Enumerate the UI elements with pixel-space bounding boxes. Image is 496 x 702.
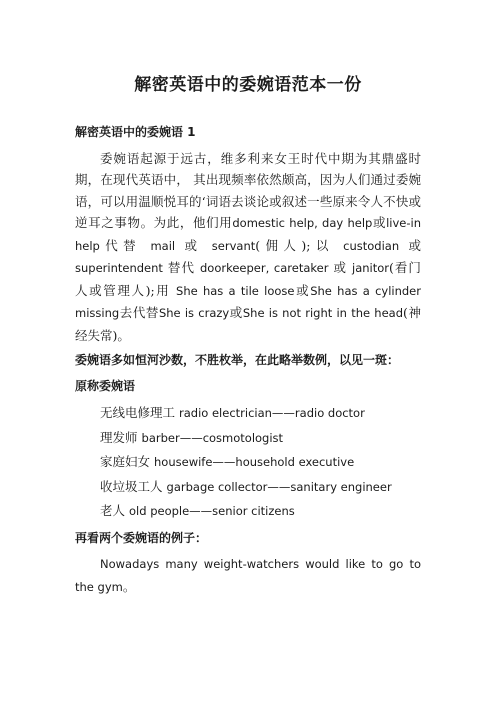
para1-or-2: 或 (184, 237, 203, 253)
para1-en-1: domestic help, day help (232, 216, 373, 230)
para1-text-2: 代替 (99, 237, 142, 253)
para1-or-3: 或 (408, 237, 422, 253)
para1-or-1: 或 (372, 215, 387, 230)
example-sentence-end: 。 (122, 578, 136, 594)
para1-text-1: 委婉语起源于远古，维多利来女王时代中期为其鼎盛时期，在现代英语中， 其出现频率依然颇高，因为人们通过委婉语，可以用温顺悦耳的‘词语去谈论或叙述一些原来令人不快或逆耳之事物。为此，他们用 (75, 150, 421, 230)
para1-en-11: She is crazy (158, 306, 230, 320)
list-item (75, 450, 421, 475)
pair-zh: 老人 (100, 503, 126, 518)
pair-en: housewife——household executive (154, 455, 355, 469)
para1-or-4: 或 (333, 260, 347, 275)
para1-en-8: janitor (352, 261, 389, 275)
euphemism-list (75, 401, 421, 524)
example-sentence: Nowadays many weight-watchers would like to go to the gym (75, 557, 421, 594)
para1-en-4: servant (211, 238, 256, 253)
para1-text-4: 替代 (167, 260, 195, 275)
pair-en: old people——senior citizens (129, 504, 295, 518)
pair-zh: 收垃圾工人 (100, 478, 163, 494)
para1-en-10: She has a cylinder missing (75, 283, 421, 320)
more-examples-heading: 再看两个委婉语的例子： (75, 530, 208, 545)
para1-en-12: She is not right in the head (242, 306, 404, 320)
para1-or-6: 或 (229, 305, 243, 320)
pair-en: garbage collector——sanitary engineer (166, 479, 392, 494)
pair-en: barber——cosmotologist (141, 430, 284, 445)
list-item (75, 426, 421, 451)
para1-text-5: (看门人或管理人);用 (75, 260, 421, 298)
pair-zh: 理发师 (100, 429, 138, 445)
section-heading: 解密英语中的委婉语 1 (75, 125, 196, 139)
para1-en-6: superintendent (75, 261, 163, 275)
para1-en-7: doorkeeper, caretaker (199, 261, 329, 275)
examples-heading: 委婉语多如恒河沙数，不胜枚举，在此略举数例，以见一斑： (75, 353, 400, 367)
pair-zh: 无线电修理工 (100, 405, 176, 420)
list-item (75, 401, 421, 426)
para1-en-5: custodian (343, 238, 400, 253)
intro-paragraph (75, 148, 421, 347)
list-item (75, 475, 421, 500)
para1-en-3: mail (150, 238, 176, 253)
example-paragraph (75, 553, 421, 598)
pair-en: radio electrician——radio doctor (179, 406, 365, 420)
pair-zh: 家庭妇女 (100, 454, 151, 469)
para1-text-3: (佣人);以 (255, 237, 334, 253)
original-euphemism-heading: 原称委婉语 (75, 378, 136, 393)
document-body (75, 122, 421, 602)
para1-text-6: 去代替 (119, 305, 159, 320)
para1-or-5: 或 (294, 282, 311, 298)
para1-en-2: live-in help (75, 216, 421, 253)
list-item (75, 499, 421, 524)
para1-text-7: (神经失常)。 (75, 305, 421, 343)
page-title: 解密英语中的委婉语范本一份 (134, 75, 362, 95)
para1-en-9: She has a tile loose (176, 283, 295, 298)
